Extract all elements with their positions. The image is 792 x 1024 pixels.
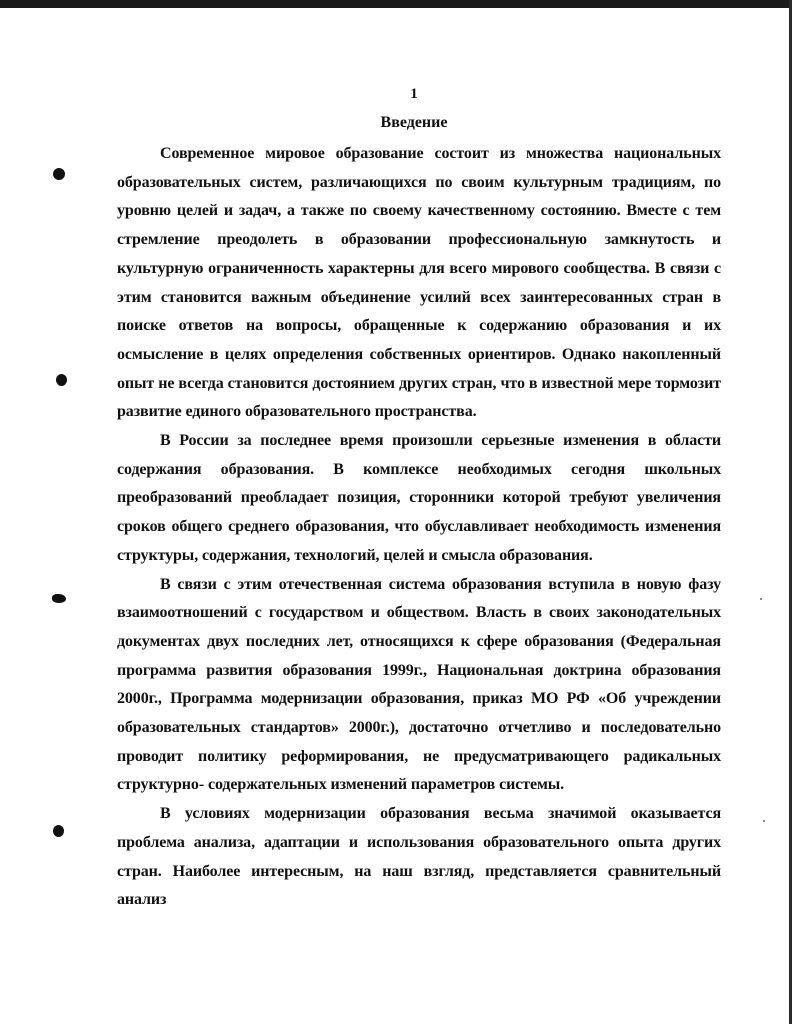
- page-number: 1: [410, 86, 418, 102]
- punch-hole-mark: [53, 168, 65, 180]
- paragraph: В России за последнее время произошли серьезные изменения в области содержания образования. В комплексе необходимых сегодня школьных преобразований преобладает позиция, сторонники которой требуют увеличения сроков общего среднего образования, что обуславливает необходимость изменения структуры, содержания, технологий, целей и смысла образования.: [117, 432, 721, 564]
- paragraph: Современное мировое образование состоит из множества национальных образовательных систем, различающихся по своим культурным традициям, по уровню целей и задач, а также по своему качественному состоянию. Вместе с тем стремление преодолеть в образовании профессиональную замкнутость и культурную ограниченность характерны для всего мирового сообщества. В связи с этим становится важным объединение усилий всех заинтересованных стран в поиске ответов на вопросы, обращенные к содержанию образования и их осмысление в целях определения собственных ориентиров. Однако накопленный опыт не всегда становится достоянием других стран, что в известной мере тормозит развитие единого образовательного пространства.: [117, 145, 721, 421]
- punch-hole-mark: [52, 594, 66, 603]
- scan-speck: [760, 598, 762, 600]
- page-title: Введение: [380, 114, 448, 131]
- paragraph: В связи с этим отечественная система образования вступила в новую фазу взаимоотношений с государством и обществом. Власть в своих законодательных документах двух последних лет, относящихся к сфере образования (Федеральная программа развития образования 1999г., Национальная доктрина образования 2000г., Программа модернизации образования, приказ МО РФ «Об учреждении образовательных стандартов» 2000г.), достаточно отчетливо и последовательно проводит политику реформирования, не предусматривающего радикальных структурно- содержательных изменений параметров системы.: [117, 575, 721, 794]
- scan-speck: [763, 820, 765, 822]
- punch-hole-mark: [53, 825, 64, 837]
- punch-hole-mark: [56, 374, 67, 386]
- document-body: [117, 140, 721, 915]
- paragraph: В условиях модернизации образования весьма значимой оказывается проблема анализа, адаптации и использования образовательного опыта других стран. Наиболее интересным, на наш взгляд, представляется сравнительный анализ: [117, 805, 721, 909]
- scan-top-edge: [0, 0, 792, 8]
